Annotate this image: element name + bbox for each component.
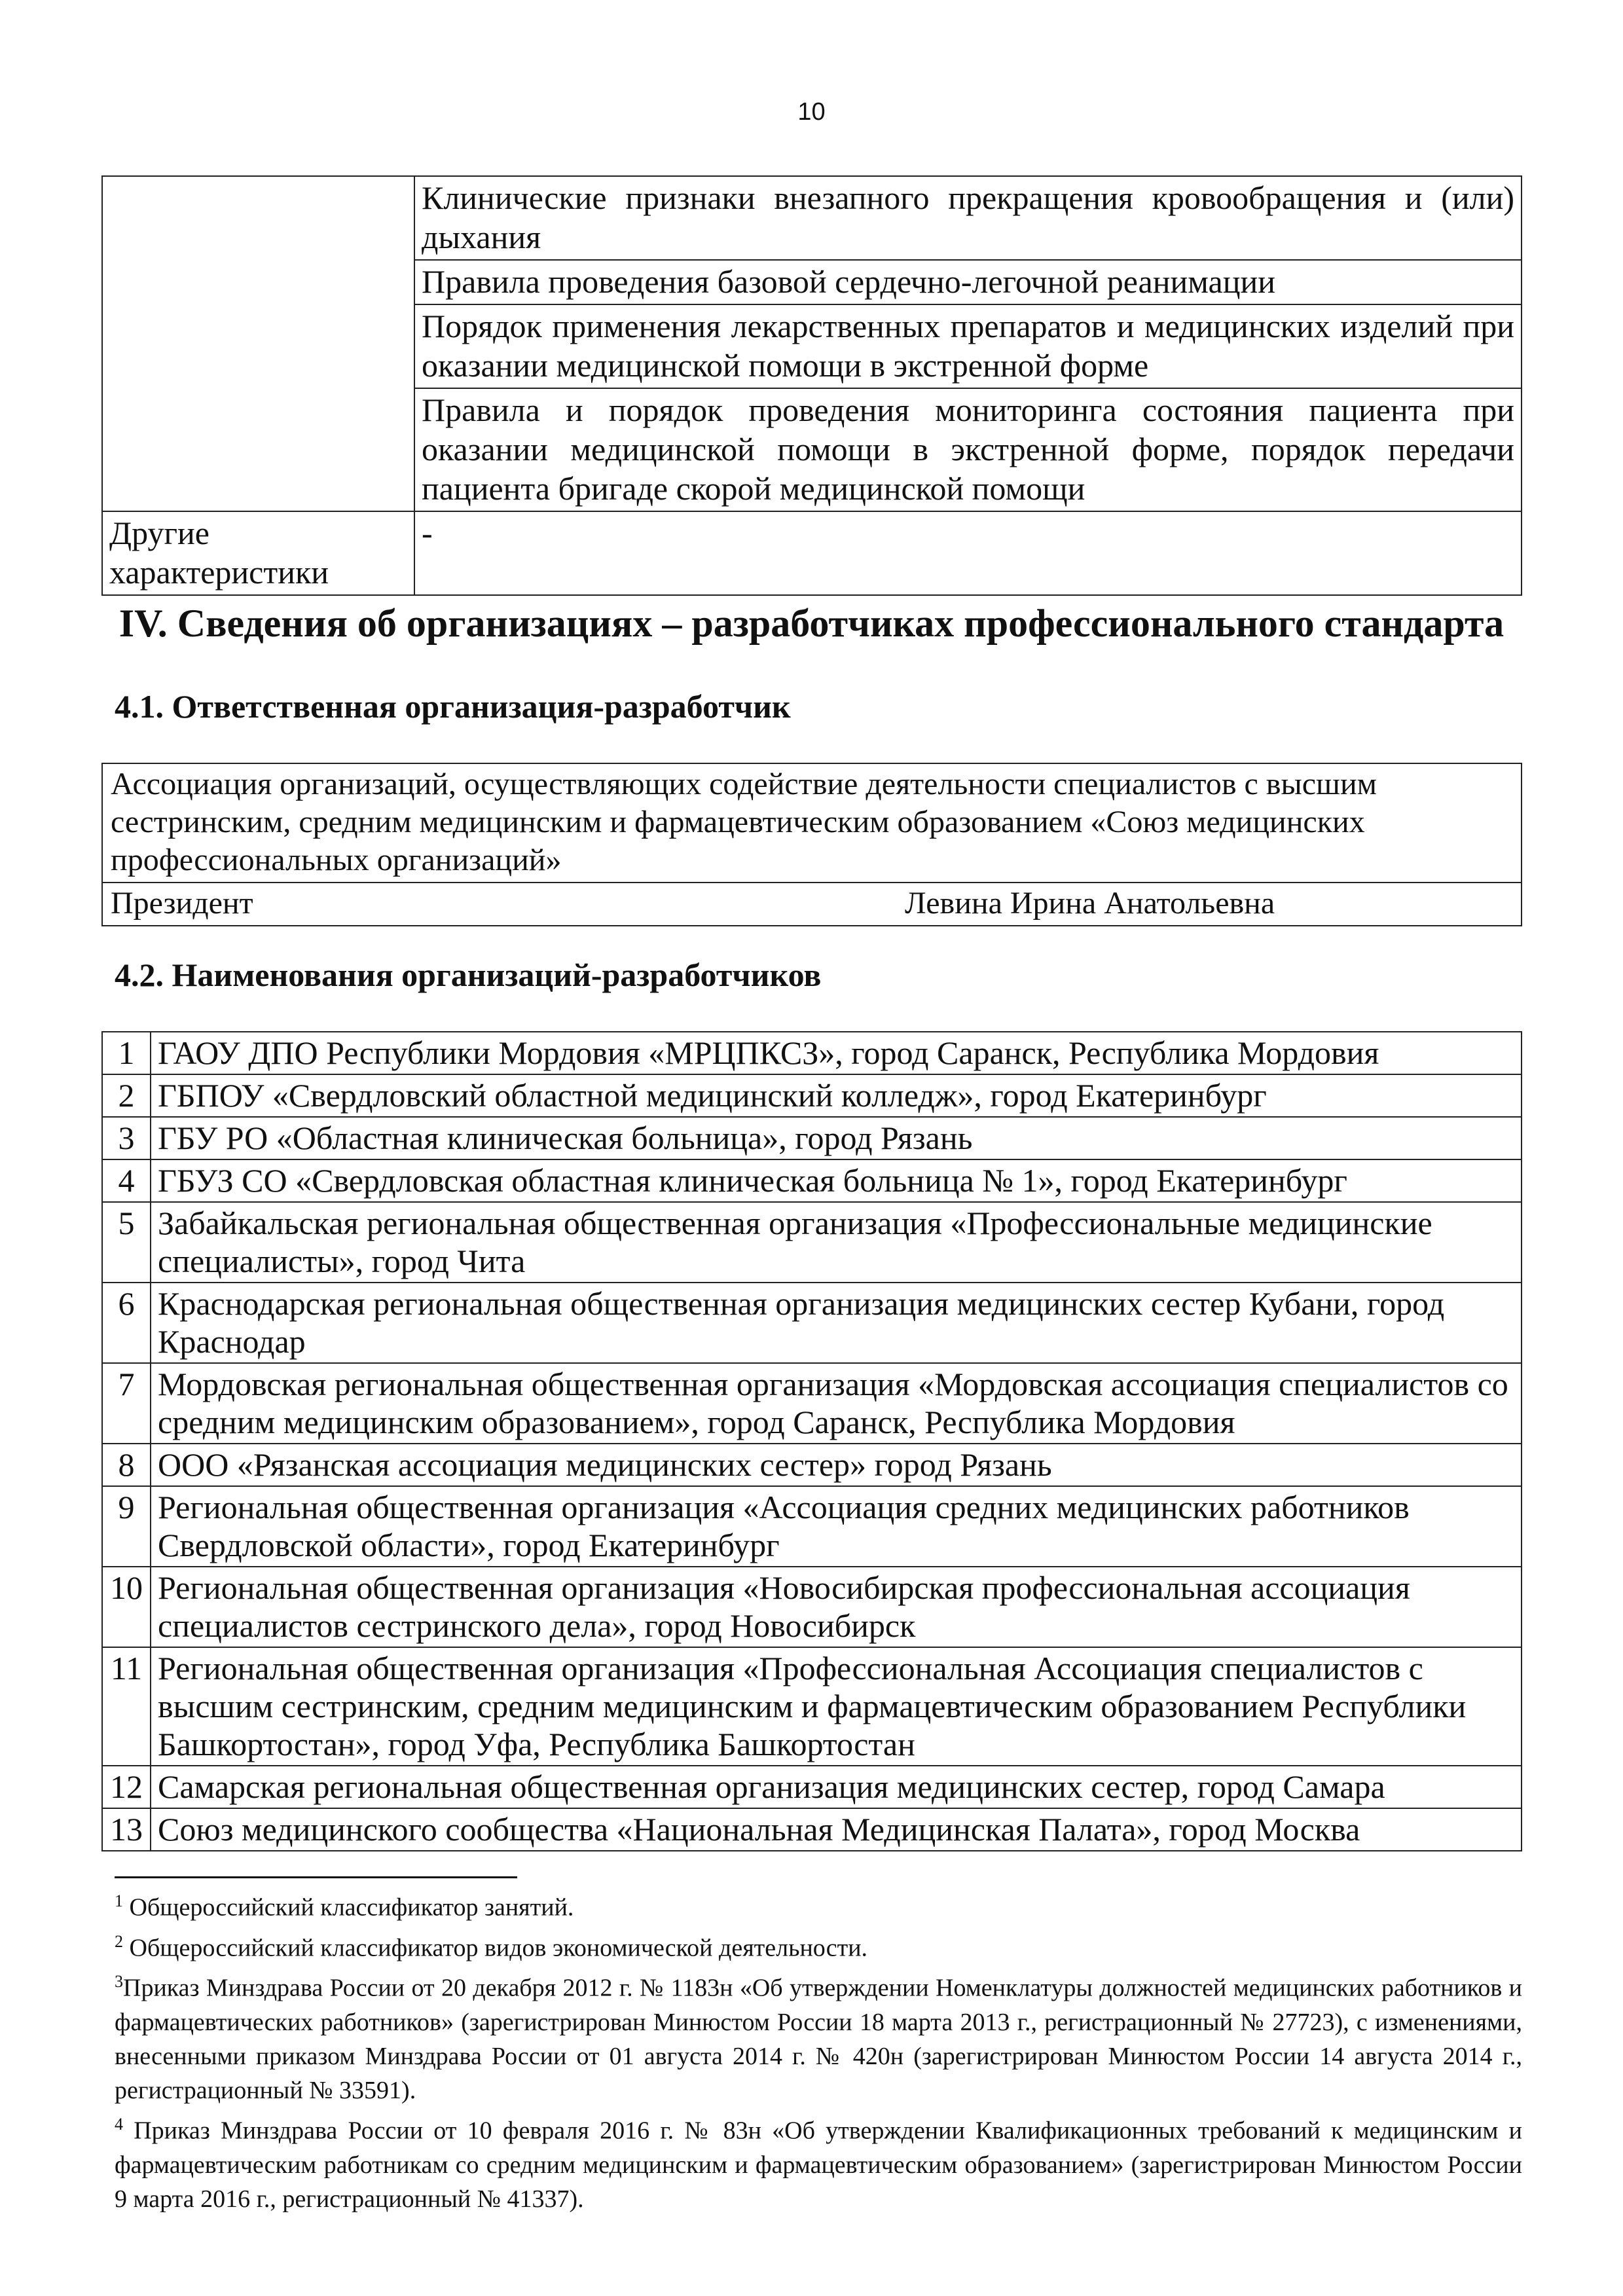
- table-cell-value: Правила и порядок проведения мониторинга состояния пациента при оказании медицинской помощи в экстренной форме, порядок передачи пациента бригаде скорой медицинской помощи: [414, 388, 1522, 511]
- table-cell-value: Правила проведения базовой сердечно-легочной реанимации: [414, 260, 1522, 304]
- row-number: 11: [102, 1647, 151, 1766]
- table-cell-label: [102, 176, 414, 511]
- footnote-separator: [115, 1876, 517, 1878]
- table-row: [102, 1363, 1522, 1444]
- org-name: Союз медицинского сообщества «Национальная Медицинская Палата», город Москва: [151, 1808, 1522, 1851]
- row-number: 5: [102, 1202, 151, 1283]
- responsible-org-name: Ассоциация организаций, осуществляющих содействие деятельности специалистов с высшим сестринским, средним медицинским и фармацевтическим образованием «Союз медицинских профессиональных организаций»: [102, 763, 1522, 883]
- president-role: Президент: [111, 886, 253, 920]
- footnote-mark: 2: [115, 1931, 123, 1951]
- table-row: [102, 763, 1522, 883]
- org-name: Краснодарская региональная общественная организация медицинских сестер Кубани, город Краснодар: [151, 1283, 1522, 1363]
- org-name: ГБПОУ «Свердловский областной медицинский колледж», город Екатеринбург: [151, 1074, 1522, 1117]
- section-title: IV. Сведения об организациях – разработчиках профессионального стандарта: [119, 602, 1504, 645]
- row-number: 2: [102, 1074, 151, 1117]
- footnote: [115, 2107, 1522, 2216]
- org-name: Региональная общественная организация «Профессиональная Ассоциация специалистов с высшим сестринским, средним медицинским и фармацевтическим образованием Республики Башкортостан», город Уфа, Республика Башкортостан: [151, 1647, 1522, 1766]
- other-characteristics-label: Другие характеристики: [102, 511, 414, 595]
- org-name: Забайкальская региональная общественная организация «Профессиональные медицинские специалисты», город Чита: [151, 1202, 1522, 1283]
- row-number: 12: [102, 1766, 151, 1808]
- org-name: ГБУЗ СО «Свердловская областная клиническая больница № 1», город Екатеринбург: [151, 1159, 1522, 1202]
- table-cell-value: Клинические признаки внезапного прекращения кровообращения и (или) дыхания: [414, 176, 1522, 260]
- table-row: [102, 1808, 1522, 1851]
- footnote-text: Общероссийский классификатор занятий.: [129, 1893, 574, 1922]
- subsection-title-responsible: 4.1. Ответственная организация-разработчик: [115, 688, 791, 725]
- org-name: Мордовская региональная общественная организация «Мордовская ассоциация специалистов со средним медицинским образованием», город Саранск, Республика Мордовия: [151, 1363, 1522, 1444]
- table-row: [102, 883, 1522, 926]
- org-name: Региональная общественная организация «Новосибирская профессиональная ассоциация специалистов сестринского дела», город Новосибирск: [151, 1567, 1522, 1647]
- president-name: Левина Ирина Анатольевна: [905, 886, 1275, 920]
- table-row: [102, 1766, 1522, 1808]
- subsection-title-developers: 4.2. Наименования организаций-разработчиков: [115, 957, 822, 993]
- org-name: ООО «Рязанская ассоциация медицинских сестер» город Рязань: [151, 1444, 1522, 1486]
- responsible-org-table: [101, 763, 1522, 926]
- table-row: [102, 1486, 1522, 1567]
- row-number: 9: [102, 1486, 151, 1567]
- footnote: [115, 1925, 1522, 1965]
- table-row: [102, 1117, 1522, 1159]
- footnote-text: Приказ Минздрава России от 20 декабря 2012 г. № 1183н «Об утверждении Номенклатуры должностей медицинских работников и фармацевтических работников» (зарегистрирован Минюстом России 18 марта 2013 г., регистрационный № 27723), с изменениями, внесенными приказом Минздрава России от 01 августа 2014 г. № 420н (зарегистрирован Минюстом России 14 августа 2014 г., регистрационный № 33591).: [115, 1974, 1522, 2104]
- table-row: [102, 1159, 1522, 1202]
- table-row: [102, 1647, 1522, 1766]
- footnote-text: Приказ Минздрава России от 10 февраля 2016 г. № 83н «Об утверждении Квалификационных требований к медицинским и фармацевтическим работникам со средним медицинским и фармацевтическим образованием» (зарегистрирован Минюстом России 9 марта 2016 г., регистрационный № 41337).: [115, 2117, 1523, 2213]
- footnote: [115, 1965, 1522, 2107]
- developer-orgs-table: [101, 1031, 1522, 1851]
- table-row: [102, 511, 1522, 595]
- row-number: 7: [102, 1363, 151, 1444]
- table-row: [102, 1202, 1522, 1283]
- row-number: 3: [102, 1117, 151, 1159]
- qualification-table: [101, 175, 1522, 596]
- row-number: 13: [102, 1808, 151, 1851]
- footnote-mark: 3: [115, 1972, 123, 1992]
- org-name: Региональная общественная организация «Ассоциация средних медицинских работников Свердловской области», город Екатеринбург: [151, 1486, 1522, 1567]
- table-cell-value: Порядок применения лекарственных препаратов и медицинских изделий при оказании медицинской помощи в экстренной форме: [414, 304, 1522, 388]
- table-row: [102, 1032, 1522, 1074]
- row-number: 8: [102, 1444, 151, 1486]
- table-row: [102, 176, 1522, 260]
- table-row: [102, 1444, 1522, 1486]
- other-characteristics-value: -: [414, 511, 1522, 595]
- developer-orgs-body: [102, 1032, 1522, 1851]
- table-row: [102, 1567, 1522, 1647]
- footnote: [115, 1884, 1522, 1925]
- row-number: 10: [102, 1567, 151, 1647]
- table-row: [102, 1283, 1522, 1363]
- row-number: 1: [102, 1032, 151, 1074]
- footnote-text: Общероссийский классификатор видов экономической деятельности.: [129, 1934, 868, 1962]
- org-name: ГБУ РО «Областная клиническая больница», город Рязань: [151, 1117, 1522, 1159]
- table-row: [102, 1074, 1522, 1117]
- org-name: ГАОУ ДПО Республики Мордовия «МРЦПКСЗ», город Саранск, Республика Мордовия: [151, 1032, 1522, 1074]
- page-number: 10: [797, 98, 826, 126]
- footnotes: [115, 1884, 1522, 2216]
- president-cell: [102, 883, 1522, 926]
- row-number: 4: [102, 1159, 151, 1202]
- org-name: Самарская региональная общественная организация медицинских сестер, город Самара: [151, 1766, 1522, 1808]
- row-number: 6: [102, 1283, 151, 1363]
- footnote-mark: 4: [115, 2114, 123, 2134]
- footnote-mark: 1: [115, 1891, 123, 1910]
